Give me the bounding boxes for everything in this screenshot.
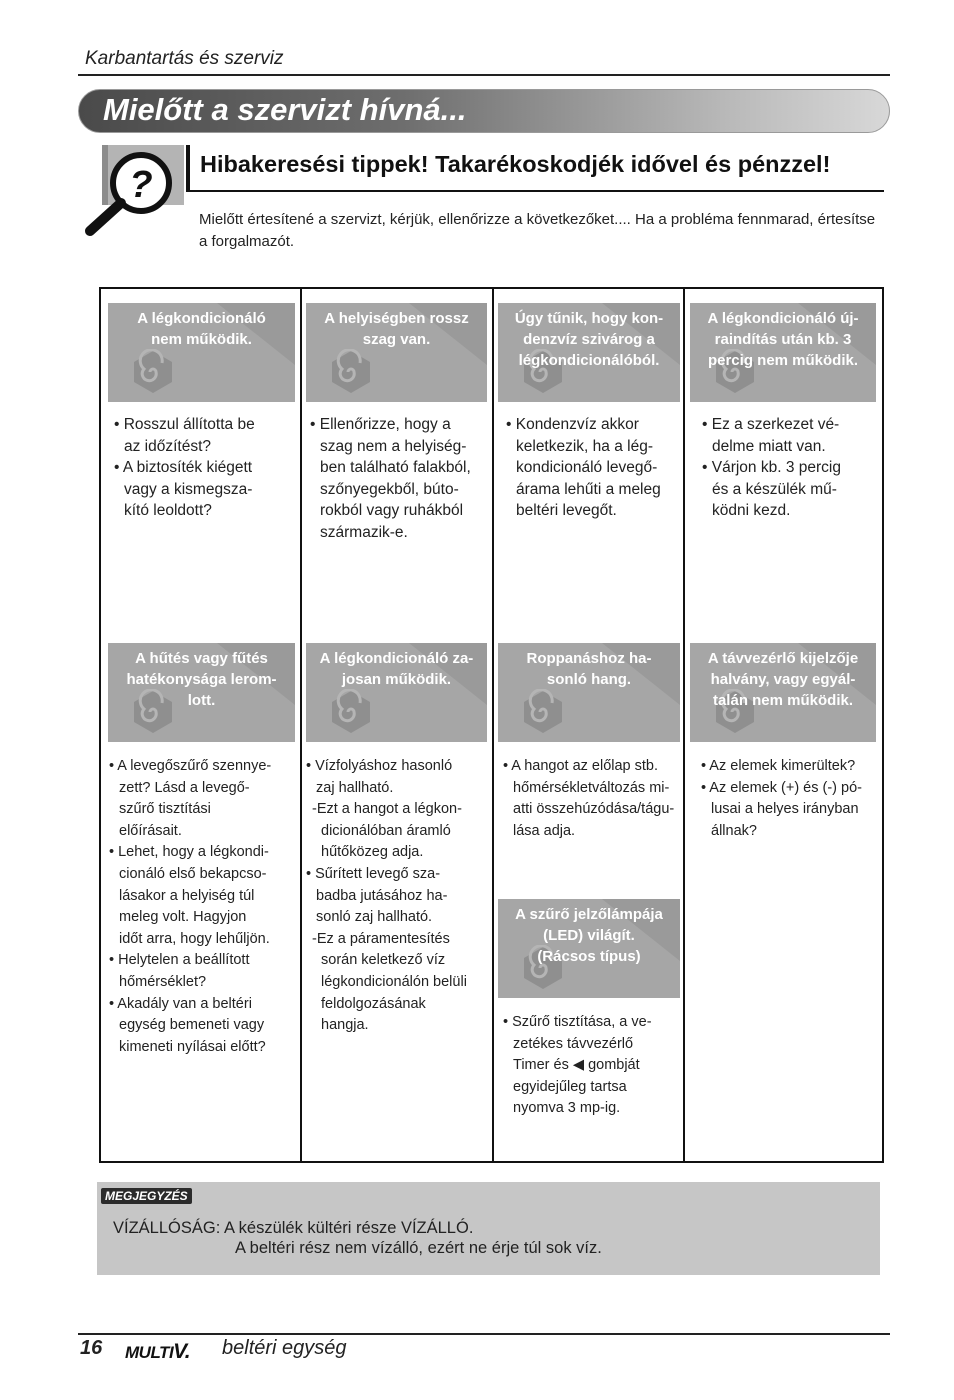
cell-heading-text (108, 648, 295, 711)
cell-body-line: rokból vagy ruhákból (320, 502, 464, 520)
cell-heading-line: A távvezérlő kijelzője (707, 650, 859, 667)
cell-heading-line: A légkondicionáló (137, 310, 266, 327)
note-line-2: A beltéri rész nem vízálló, ezért ne érje túl sok víz. (235, 1239, 602, 1257)
cell-body-line: • Lehet, hogy a légkondi- (109, 844, 269, 861)
cell-heading-line: nem működik. (151, 331, 252, 348)
cell-heading-text (690, 648, 876, 711)
cell-heading-line: (LED) világít. (543, 927, 635, 944)
cell-body-line: zetékes távvezérlő (513, 1035, 634, 1052)
swirl-watermark-icon (520, 689, 566, 735)
cell-body-line: -Ez a páramentesítés (312, 930, 450, 947)
cell-body-line: • Sűrített levegő sza- (306, 865, 441, 882)
page-number: 16 (80, 1337, 103, 1359)
cell-heading-restart-delay (690, 303, 876, 402)
cell-body-line: zaj hallható. (316, 779, 394, 796)
cell-body-line: cionáló első bekapcso- (119, 865, 267, 882)
cell-heading-line: szag van. (362, 331, 431, 348)
page-title: Mielőtt a szervizt hívná... (103, 92, 467, 127)
cell-body-line: • Akadály van a beltéri (109, 995, 252, 1012)
cell-body-line: dicionálóban áramló (321, 822, 451, 839)
cell-body-cracking (503, 756, 681, 842)
title-bar (78, 89, 890, 133)
cell-body-line: hangja. (321, 1017, 369, 1034)
cell-heading-line: A hűtés vagy fűtés (135, 650, 268, 667)
note-box (97, 1182, 880, 1275)
cell-body-efficiency (109, 756, 295, 1058)
cell-body-remote-display (701, 756, 879, 842)
cell-body-line: • A levegőszűrő szennye- (109, 758, 272, 774)
cell-body-line: lusai a helyes irányban (711, 801, 859, 818)
cell-body-line: kimeneti nyílásai előtt? (119, 1038, 266, 1055)
grid-divider (492, 289, 494, 1161)
top-rule (78, 74, 890, 76)
cell-body-filter-led (503, 1012, 681, 1120)
cell-body-line: származik-e. (320, 523, 408, 541)
cell-body-line: • Az elemek (+) és (-) pó- (701, 779, 862, 796)
cell-body-line: szűrő tisztítási (119, 801, 211, 818)
cell-body-line: meleg volt. Hagyjon (119, 909, 247, 926)
footer-text: beltéri egység (222, 1337, 347, 1359)
cell-body-bad-smell (310, 414, 488, 544)
grid-divider (300, 289, 302, 1161)
cell-heading-efficiency (108, 643, 295, 742)
cell-body-line: • Helytelen a beállított (109, 952, 250, 969)
cell-heading-text (498, 648, 680, 690)
cell-body-line: • Az elemek kimerültek? (701, 758, 856, 774)
cell-heading-line: A légkondicionáló za- (319, 650, 474, 667)
cell-heading-filter-led (498, 899, 680, 998)
cell-body-line: hőmérséklet? (119, 973, 207, 990)
cell-body-line: delme miatt van. (712, 437, 826, 455)
cell-heading-line: hatékonysága lerom- (126, 671, 277, 688)
cell-heading-text (498, 904, 680, 967)
cell-body-line: zett? Lásd a levegő- (119, 779, 250, 796)
cell-body-line: szőnyegekből, búto- (320, 480, 459, 498)
cell-heading-line: lott. (187, 692, 216, 709)
cell-body-line: sonló zaj hallható. (316, 909, 433, 926)
cell-heading-text (306, 648, 487, 690)
note-badge: MEGJEGYZÉS (101, 1188, 192, 1204)
cell-heading-line: Úgy tűnik, hogy kon- (514, 310, 664, 327)
cell-heading-line: percig nem működik. (707, 352, 859, 369)
cell-body-line: • A biztosíték kiégett (114, 459, 253, 477)
cell-heading-remote-display (690, 643, 876, 742)
svg-text:?: ? (129, 164, 153, 206)
tips-heading: Hibakeresési tippek! Takarékoskodjék idővel és pénzzel! (200, 151, 831, 177)
cell-body-line: nyomva 3 mp-ig. (513, 1100, 621, 1117)
cell-body-line: egység bemeneti vagy (119, 1017, 265, 1034)
cell-body-line: • Rosszul állította be (114, 416, 255, 433)
brand-name: MULTI (125, 1343, 174, 1362)
cell-heading-line: Roppanáshoz ha- (526, 650, 652, 667)
cell-body-line: • Vízfolyáshoz hasonló (306, 758, 453, 774)
cell-body-line: • A hangot az előlap stb. (503, 758, 659, 774)
cell-body-line: beltéri levegőt. (516, 502, 617, 520)
cell-body-line: lása adja. (513, 822, 576, 839)
cell-body-line: időt arra, hogy lehűljön. (119, 930, 270, 947)
cell-body-line: • Kondenzvíz akkor (506, 416, 639, 433)
brand-logo (125, 1340, 190, 1364)
cell-heading-line: A légkondicionáló új- (707, 310, 859, 327)
cell-body-line: Timer és ◀ gombját (513, 1057, 640, 1074)
cell-body-line: előírásait. (119, 822, 182, 839)
bottom-rule (78, 1333, 890, 1335)
cell-body-line: ben található falakból, (320, 459, 471, 477)
cell-heading-line: talán nem működik. (712, 692, 854, 709)
cell-body-line: badba jutásához ha- (316, 887, 448, 904)
cell-body-line: során keletkező víz (321, 952, 446, 969)
tips-heading-box (186, 145, 884, 192)
cell-heading-text (108, 308, 295, 350)
cell-body-line: állnak? (711, 822, 757, 839)
cell-heading-line: raindítás után kb. 3 (714, 331, 852, 348)
cell-body-line: -Ezt a hangot a légkon- (312, 801, 462, 818)
cell-heading-line: (Rácsos típus) (537, 948, 641, 965)
cell-body-line: és a készülék mű- (712, 480, 837, 498)
cell-body-line: • Szűrő tisztítása, a ve- (503, 1014, 652, 1030)
cell-body-line: az időzítést? (124, 437, 212, 455)
cell-heading-bad-smell (306, 303, 487, 402)
cell-body-line: légkondicionálón belüli (321, 973, 467, 990)
cell-heading-line: sonló hang. (546, 671, 632, 688)
cell-heading-not-working (108, 303, 295, 402)
swirl-watermark-icon (328, 349, 374, 395)
cell-body-not-working (114, 414, 294, 522)
cell-body-line: árama lehűti a meleg (516, 480, 661, 498)
cell-body-line: lásakor a helyiség túl (119, 887, 255, 904)
cell-heading-text (690, 308, 876, 371)
tips-intro: Mielőtt értesítené a szervizt, kérjük, ellenőrizze a következőket.... Ha a probléma fennmarad, értesítse a forgalmazót. (199, 211, 876, 250)
swirl-watermark-icon (130, 349, 176, 395)
cell-body-line: kondicionáló levegő- (516, 459, 658, 477)
cell-heading-line: légkondicionálóból. (518, 352, 660, 369)
cell-body-line: kító leoldott? (124, 502, 212, 520)
grid-divider (683, 289, 685, 1161)
cell-heading-line: josan működik. (341, 671, 452, 688)
cell-body-restart-delay (702, 414, 878, 522)
cell-heading-cracking (498, 643, 680, 742)
cell-body-line: vagy a kismegsza- (124, 480, 253, 498)
cell-body-line: hűtőközeg adja. (321, 844, 424, 861)
cell-heading-text (306, 308, 487, 350)
cell-body-line: feldolgozásának (321, 995, 426, 1012)
cell-heading-condensation (498, 303, 680, 402)
magnifier-question-icon (84, 145, 184, 237)
cell-body-line: szag nem a helyiség- (320, 437, 467, 455)
cell-heading-text (498, 308, 680, 371)
cell-heading-line: A szűrő jelzőlámpája (515, 906, 663, 923)
cell-body-line: • Várjon kb. 3 percig (702, 459, 841, 477)
cell-heading-line: denzvíz szivárog a (523, 331, 655, 348)
cell-body-line: • Ellenőrizze, hogy a (310, 416, 451, 433)
cell-body-line: keletkezik, ha a lég- (516, 437, 653, 455)
cell-body-line: atti összehúzódása/tágu- (513, 801, 675, 818)
cell-body-line: • Ez a szerkezet vé- (702, 416, 840, 433)
swirl-watermark-icon (328, 689, 374, 735)
note-line-1: VÍZÁLLÓSÁG: A készülék kültéri része VÍZÁLLÓ. (113, 1219, 474, 1237)
cell-heading-noise (306, 643, 487, 742)
section-label: Karbantartás és szerviz (85, 48, 284, 69)
cell-heading-line: A helyiségben rossz (324, 310, 469, 327)
cell-body-line: ködni kezd. (712, 502, 791, 520)
cell-body-noise (306, 756, 488, 1037)
cell-body-line: egyidejűleg tartsa (513, 1078, 627, 1095)
cell-body-line: hőmérsékletváltozás mi- (513, 779, 670, 796)
cell-body-condensation (506, 414, 680, 522)
cell-heading-line: halvány, vagy egyál- (710, 671, 856, 688)
brand-v: V. (173, 1340, 191, 1363)
